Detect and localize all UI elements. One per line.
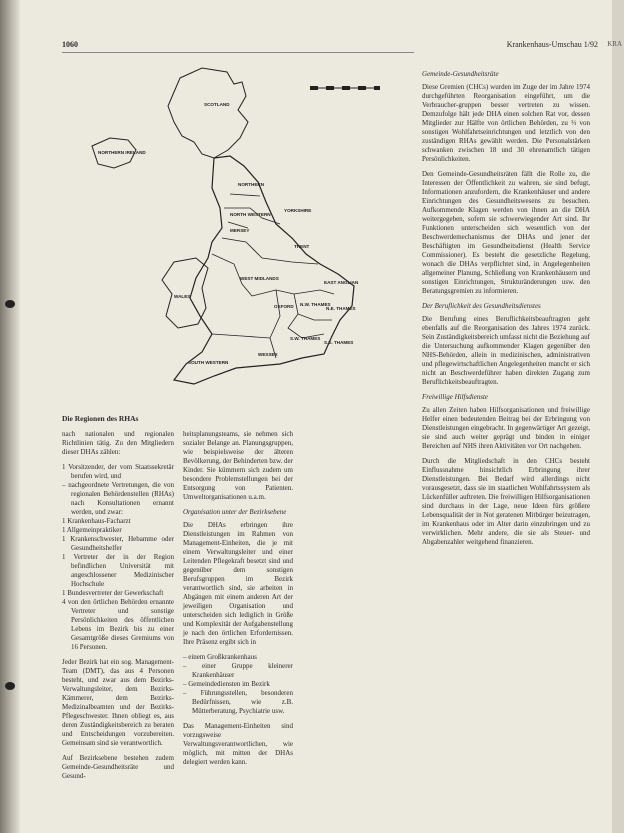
map-label-wales: WALES [174,294,191,299]
list-item: 1 Allgemeinpraktiker [62,526,122,534]
paragraph: heitsplanungsteams, sie nehmen sich sozialer Belange an. Planungsgruppen, wie beispielsweise der älteren Bevölkerung, der Behinderten bzw. der Kinder. Sie kümmern sich zudem um besondere Problemstellungen bei der Entsorgung von Patienten. Umweltorganisationen u.a.m. [183,430,293,501]
paragraph: Zu allen Zeiten haben Hilfsorganisationen und freiwillige Helfer einen bedeutenden Beitrag bei der Erbringung von Dienstleistungen eingebracht. In gegenwärtiger Art gezeigt, sie sind auch weiter geprägt und binden in einiger Bereichen auf NHS ihren Aktivitäten vor Ort nachgehen. [422,406,590,450]
paragraph: Jeder Bezirk hat ein sog. Management-Team (DMT), das aus 4 Personen besteht, und zwar aus dem Bezirks-Verwaltungsleiter, dem Bezirks-Kämmerer, dem Bezirks-Medizinalbeamten und der Bezirks-Pflegeschwester. Ihnen obliegt es, aus deren Zuständigkeitsbereich zu beraten und Entscheidungen vorzubereiten. Gemeinsam sind sie verantwortlich. [62,658,174,747]
map-label-oxford: OXFORD [274,304,294,309]
map-label-ne-thames: N.E. THAMES [326,306,356,311]
map-label-west-midlands: WEST MIDLANDS [240,276,279,281]
map-label-north-western: NORTH WESTERN [230,212,271,217]
list-item: – nachgeordnete Vertretungen, die von regionalen Behördenstellen (RHAs) nach Konsultationen ernannt werden, und zwar: [62,481,174,516]
list-item: 1 Krankenhaus-Facharzt [62,517,131,525]
map-label-nw-thames: N.W. THAMES [300,302,331,307]
section-heading: Freiwillige Hilfsdienste [422,393,489,401]
column-1 [62,430,174,787]
running-title: Krankenhaus-Umschau 1/92 [506,40,598,49]
map-label-wessex: WESSEX [258,352,278,357]
paragraph: Die Berufung eines Beruflichkeitsbeauftragten geht ebenfalls auf die Reorganisation des Jahres 1974 zurück. Sein Zuständigkeitsbereich umfasst nicht die Beziehung auf die Untersuchung aufkommender Klagen gegenüber den NHS-Behörden, allein in medizinischen, administrativen und pflegewirtschaftlichen Angelegenheiten mancht er sich nicht an Beschwerdeführer haben direkten Zugang zum Beruflichkeitsbeauftragten. [422,315,590,386]
map-label-south-western: SOUTH WESTERN [188,360,229,365]
map-label-scotland: SCOTLAND [204,102,230,107]
section-heading: Organisation unter der Bezirksebene [183,508,287,516]
section-heading: Der Beruflichkeit des Gesundheitsdienstes [422,302,541,310]
page-number: 1060 [62,40,78,49]
paragraph: nach nationalen und regionalen Richtlinien tätig. Zu den Mitgliedern dieser DHAs zählen: [62,430,174,456]
map-label-northern: NORTHERN [238,182,265,187]
map-svg [62,58,412,410]
column-3 [422,70,590,553]
map-scale-bar [310,86,380,90]
list-item: – Führungsstellen, besonderen Bedürfnissen, wie z.B. Mütterberatung, Psychiatrie usw. [183,689,293,715]
map-label-trent: TRENT [294,244,310,249]
paragraph: Diese Gremien (CHCs) wurden im Zuge der im Jahre 1974 durchgeführten Reorganisation eingeführt, um die Verbraucher-gruppen besser vertreten zu wissen. Demzufolge hält jede DHA einen solchen Rat vor, dessen Mitglieder zur Hälfte von örtlichen Behörden, zu ⅓ von sonstigen Wohlfahrtseinrichtungen und letztlich von den zuständigen RHAs gewählt werden. Die Personalstärken schwanken zwischen 18 und 30 ehrenamtlich tätigen Persönlichkeiten. [422,83,590,163]
paragraph: Die DHAs erbringen ihre Dienstleistungen im Rahmen von Management-Einheiten, die je mit einem Verwaltungsleiter und einer Leitenden Pflegekraft besetzt sind und gegenüber dem sonstigen Berufsgruppen im Bezirk verantwortlich sind, sie arbeiten in Abgängen mit einem anderen Art der jeweiligen Organisation und unterscheiden sich lediglich in Größe und Komplexität der Aufgabenstellung je nach den örtlichen Erfordernissen. Ihre Präsenz ergibt sich in [183,521,293,646]
map-label-northern-ireland: NORTHERN IRELAND [98,150,146,155]
unit-list [183,653,293,716]
paragraph: Auf Bezirksebene bestehen zudem Gemeinde-Gesundheitsräte und Gesund- [62,754,174,780]
list-item: – einem Großkrankenhaus [183,653,257,661]
member-list [62,463,174,652]
map-label-sw-thames: S.W. THAMES [290,336,321,341]
header-rule [62,52,414,53]
map-label-yorkshire: YORKSHIRE [284,208,312,213]
map-region-scotland [168,68,248,158]
list-item: – Gemeindediensten im Bezirk [183,680,270,688]
section-heading: Gemeinde-Gesundheitsräte [422,70,499,78]
map-label-mersey: MERSEY [230,228,250,233]
paragraph: Durch die Mitgliedschaft in den CHCs besteht Einflussnahme hinsichtlich Erbringung ihrer Dienstleistungen. Bei Bedarf wird allerdings nicht vorausgesetzt, dass sie im staatlichen Wohlfahrtssystem als Lückenfüller auftreten. Die freiwilligen Hilfsorganisationen sind durchaus in der Lage, neue Ideen fürs größere Lebensqualität der in Not geratenen Mitbürger beizutragen, im Krankenhaus oder im Alter darin einzubringen und zu verwirklichen. Mehr andere, die sie als Steuer- und Abgabenzahler weitgehend finanzieren. [422,457,590,546]
map-label-east-anglian: EAST ANGLIAN [324,280,359,285]
list-item: 1 Vorsitzender, der vom Staatssekretär berufen wird, und [62,463,174,480]
next-page-edge-text: KRA [607,40,622,48]
list-item: 1 Krankenschwester, Hebamme oder Gesundheitshelfer [62,535,174,552]
regions-map [62,58,412,410]
list-item: 4 von den örtlichen Behörden ernannte Vertreter und sonstige Persönlichkeiten des öffentlichen Lebens im Bezirk bis zu einer Gesamtgröße dieses Gremiums von 16 Personen. [62,598,174,651]
map-england-outline [174,156,354,384]
binding-hole [5,300,15,308]
map-caption: Die Regionen des RHAs [62,414,139,423]
next-page-edge [612,0,624,833]
column-2 [183,430,293,773]
paragraph: Das Management-Einheiten sind vorzugsweise Verwaltungsverantwortlichen, wie möglich, mit mitten der DHAs delegiert werden kann. [183,722,293,766]
map-label-se-thames: S.E. THAMES [324,340,354,345]
book-binding-shadow [0,0,20,833]
list-item: 1 Vertreter der in der Region befindlichen Universität mit angeschlossener Medizinischer Hochschule [62,553,174,588]
binding-hole [5,682,15,690]
paragraph: Den Gemeinde-Gesundheitsräten fällt die Rolle zu, die Interessen der Öffentlichkeit zu wahren, sie sind befugt, Informationen anzufordern, die Krankenhäuser und andere Einrichtungen des Gesundheitswesens zu besuchen. Aufkommende Klagen werden von ihnen an die DHA weitergegeben, sofern sie schwerwiegender Art sind. Ihr Funktionen unterscheiden sich wesentlich von der Beschwerdemechanismus der DHAs und jener der Beschäftigten im Gesundheitsdienst (Health Service Commissioner). Es besteht die gesetzliche Regelung, wonach die DHAs verpflichtet sind, in Angelegenheiten allgemeiner Planung, Schließung von Krankenhäusern und sonstigen Einrichtungen, Strukturänderungen usw. den Beratungsgremien zu informieren. [422,170,590,295]
list-item: – einer Gruppe kleinerer Krankenhäuser [183,662,293,679]
list-item: 1 Bundesvertreter der Gewerkschaft [62,589,164,597]
